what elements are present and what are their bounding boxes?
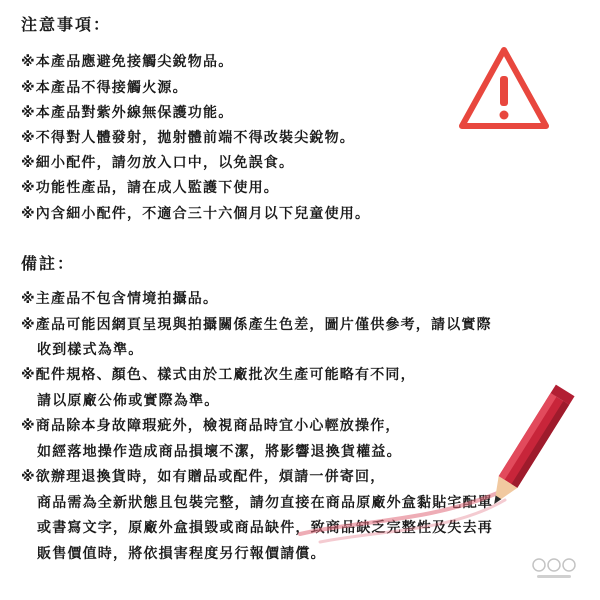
notice-item: ※本產品不得接觸火源。	[21, 80, 188, 96]
remarks-line: ※產品可能因網頁呈現與拍攝關係產生色差，圖片僅供參考，請以實際	[21, 317, 492, 333]
remarks-line: ※欲辦理退換貨時，如有贈品或配件，煩請一併寄回，	[21, 469, 386, 485]
notice-item: ※內含細小配件，不適合三十六個月以下兒童使用。	[21, 206, 371, 222]
remarks-line: ※商品除本身故障瑕疵外，檢視商品時宜小心輕放操作，	[21, 418, 401, 434]
notice-item: ※不得對人體發射，拋射體前端不得改裝尖銳物。	[21, 130, 356, 146]
notice-item: ※功能性產品，請在成人監護下使用。	[21, 180, 280, 196]
remarks-line: 販售價值時，將依損害程度另行報價請償。	[37, 546, 326, 562]
notice-item: ※本產品對紫外線無保護功能。	[21, 105, 234, 121]
remarks-line: ※配件規格、顏色、樣式由於工廠批次生產可能略有不同，	[21, 367, 416, 383]
pencil-icon	[290, 372, 590, 572]
remarks-line: ※主產品不包含情境拍攝品。	[21, 291, 219, 307]
remarks-line: 請以原廠公佈或實際為準。	[37, 393, 220, 409]
remarks-title: 備註：	[21, 254, 76, 273]
warning-triangle-icon	[456, 42, 552, 134]
remarks-line: 商品需為全新狀態且包裝完整，請勿直接在商品原廠外盒黏貼宅配單	[37, 495, 493, 511]
notice-item: ※本產品應避免接觸尖銳物品。	[21, 54, 234, 70]
watermark-logo	[531, 556, 577, 582]
notice-item: ※細小配件，請勿放入口中，以免誤食。	[21, 155, 295, 171]
remarks-line: 或書寫文字，原廠外盒損毀或商品缺件，致商品缺乏完整性及失去再	[37, 520, 493, 536]
remarks-line: 收到樣式為準。	[37, 342, 144, 358]
notice-title: 注意事項：	[21, 15, 112, 34]
remarks-line: 如經落地操作造成商品損壞不潔，將影響退換貨權益。	[37, 444, 402, 460]
